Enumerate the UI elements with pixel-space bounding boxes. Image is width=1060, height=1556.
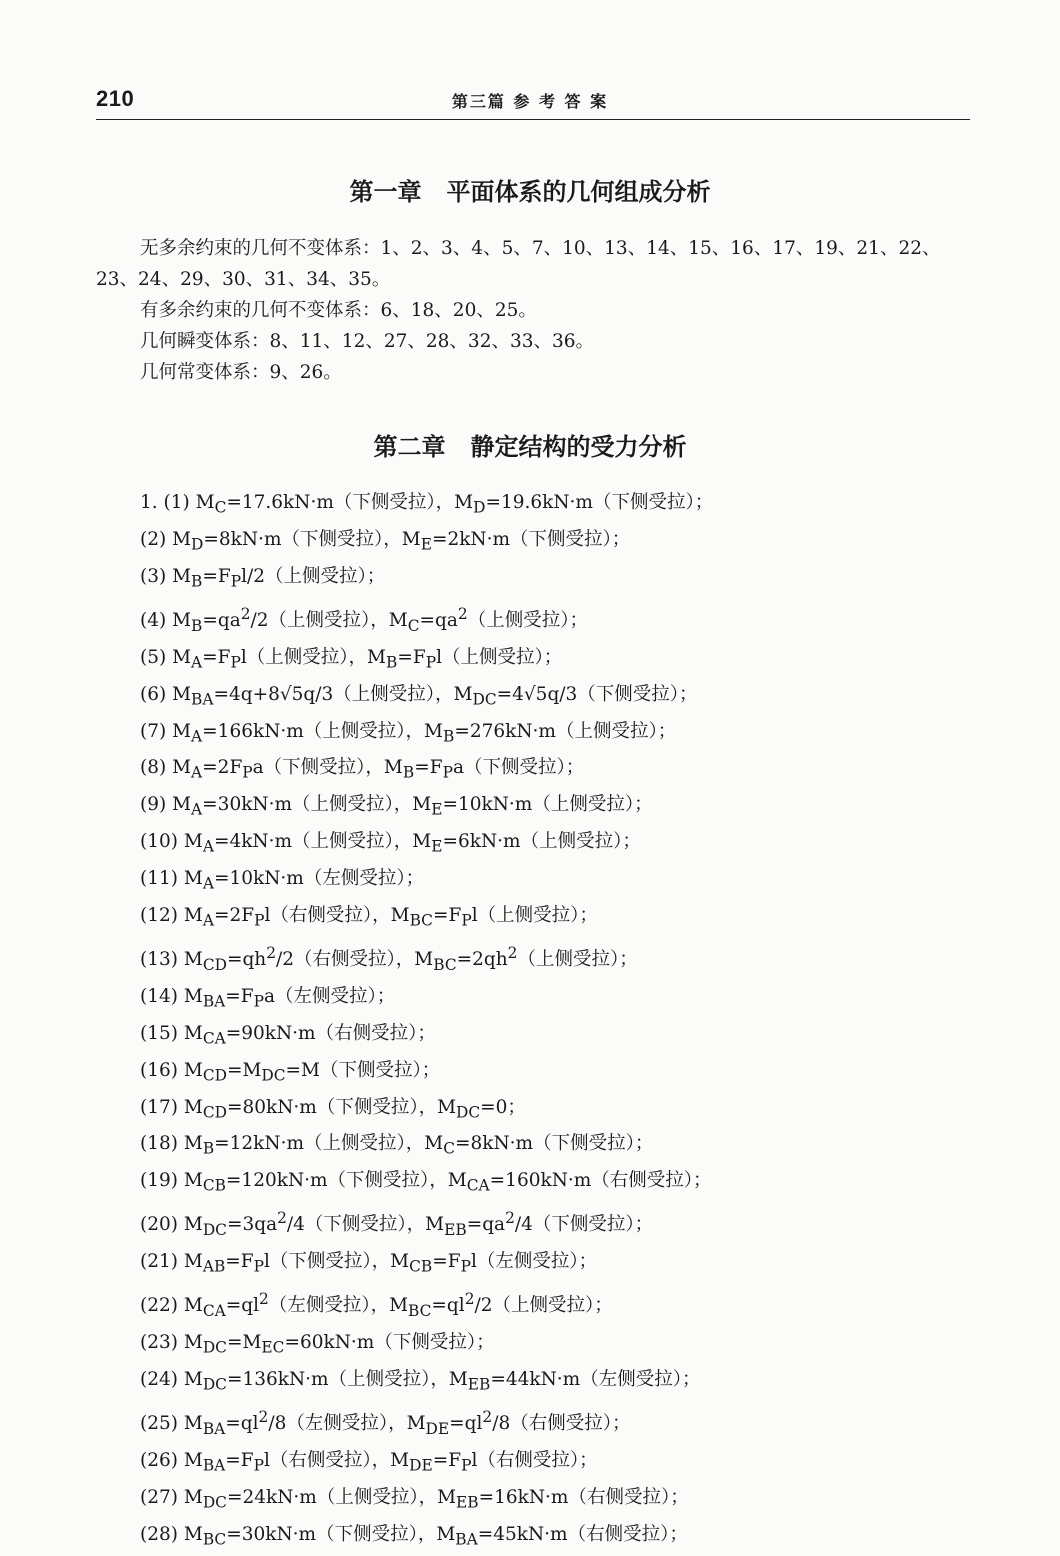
answer-line: (27) $M_{DC}=24kN\cdot m$（上侧受拉），$M_{EB}=16kN\cdot m$（右侧受拉）； (140, 1486, 689, 1512)
chapter-1-body (96, 233, 978, 388)
answer-line: (20) $M_{DC}=3qa^2/4$（下侧受拉），$M_{EB}=qa^2/4$（下侧受拉）； (140, 1209, 654, 1240)
chapter-1-paragraph: 几何瞬变体系：8、11、12、27、28、32、33、36。 (140, 331, 595, 352)
answer-line: (18) $M_B=12kN\cdot m$（上侧受拉），$M_C=8kN\cdot m$（下侧受拉）； (140, 1133, 654, 1159)
answer-line: (21) $M_{AB}=F_Pl$（下侧受拉），$M_{CB}=F_Pl$（左侧受拉）； (140, 1251, 598, 1276)
chapter-2-title: 第二章 静定结构的受力分析 (373, 433, 687, 461)
answer-line: (6) $M_{BA}=4q+8√5q/3$（上侧受拉），$M_{DC}=4√5q/3$（下侧受拉）； (140, 683, 698, 709)
answer-line: (11) $M_A=10kN\cdot m$（左侧受拉）； (140, 868, 425, 893)
answer-line: (4) $M_B=qa^2/2$（上侧受拉），$M_C=qa^2$（上侧受拉）； (140, 604, 588, 635)
chapter-1-paragraph: 几何常变体系：9、26。 (140, 362, 342, 383)
running-head: 第三篇 参 考 答 案 (451, 92, 609, 111)
answer-line: (8) $M_A=2F_Pa$（下侧受拉），$M_B=F_Pa$（下侧受拉）； (140, 757, 585, 783)
answer-line: (25) $M_{BA}=ql^2/8$（左侧受拉），$M_{DE}=ql^2/8$（右侧受拉）； (140, 1408, 631, 1438)
answer-line: (16) $M_{CD}=M_{DC}=M$（下侧受拉）； (140, 1059, 441, 1085)
answer-line: (15) $M_{CA}=90kN\cdot m$（右侧受拉）； (140, 1022, 436, 1048)
chapter-1-paragraph: 无多余约束的几何不变体系：1、2、3、4、5、7、10、13、14、15、16、17、19、21、22、23、24、29、30、31、34、35。 (96, 238, 941, 290)
chapter-2-answers (140, 487, 980, 1556)
answer-line: (3) $M_B=F_Pl/2$（上侧受拉）； (140, 565, 386, 591)
answer-line: 1. (1) $M_C=17.6kN\cdot m$（下侧受拉），$M_D=19.6kN\cdot m$（下侧受拉）； (140, 492, 714, 517)
answer-line: (14) $M_{BA}=F_Pa$（左侧受拉）； (140, 985, 396, 1011)
answer-line: (24) $M_{DC}=136kN\cdot m$（上侧受拉），$M_{EB}=44kN\cdot m$（左侧受拉）； (140, 1369, 701, 1394)
page-number: 210 (96, 86, 135, 111)
answer-line: (7) $M_A=166kN\cdot m$（上侧受拉），$M_B=276kN\cdot m$（上侧受拉）； (140, 720, 677, 746)
answer-line: (12) $M_A=2F_Pl$（右侧受拉），$M_{BC}=F_Pl$（上侧受拉）； (140, 904, 598, 930)
chapter-1-title: 第一章 平面体系的几何组成分析 (349, 178, 711, 206)
answer-line: (17) $M_{CD}=80kN\cdot m$（下侧受拉），$M_{DC}=0$； (140, 1096, 526, 1122)
header-rule (96, 119, 970, 120)
answer-line: (26) $M_{BA}=F_Pl$（右侧受拉），$M_{DE}=F_Pl$（右侧受拉）； (140, 1450, 598, 1475)
answer-line: (9) $M_A=30kN\cdot m$（上侧受拉），$M_E=10kN\cdot m$（上侧受拉）； (140, 794, 653, 819)
answer-line: (28) $M_{BC}=30kN\cdot m$（下侧受拉），$M_{BA}=45kN\cdot m$（右侧受拉）； (140, 1523, 688, 1549)
answer-line: (19) $M_{CB}=120kN\cdot m$（下侧受拉），$M_{CA}=160kN\cdot m$（右侧受拉）； (140, 1170, 712, 1196)
answer-line: (23) $M_{DC}=M_{EC}=60kN\cdot m$（下侧受拉）； (140, 1332, 495, 1357)
answer-line: (2) $M_D=8kN\cdot m$（下侧受拉），$M_E=2kN\cdot m$（下侧受拉）； (140, 528, 631, 554)
answer-line: (13) $M_{CD}=qh^2/2$（右侧受拉），$M_{BC}=2qh^2$（上侧受拉）； (140, 943, 638, 974)
answer-line: (22) $M_{CA}=ql^2$（左侧受拉），$M_{BC}=ql^2/2$（上侧受拉）； (140, 1290, 613, 1321)
chapter-1-paragraph: 有多余约束的几何不变体系：6、18、20、25。 (140, 300, 537, 321)
answer-line: (10) $M_A=4kN\cdot m$（上侧受拉），$M_E=6kN\cdot m$（上侧受拉）； (140, 831, 641, 856)
answer-line: (5) $M_A=F_Pl$（上侧受拉），$M_B=F_Pl$（上侧受拉）； (140, 646, 563, 672)
